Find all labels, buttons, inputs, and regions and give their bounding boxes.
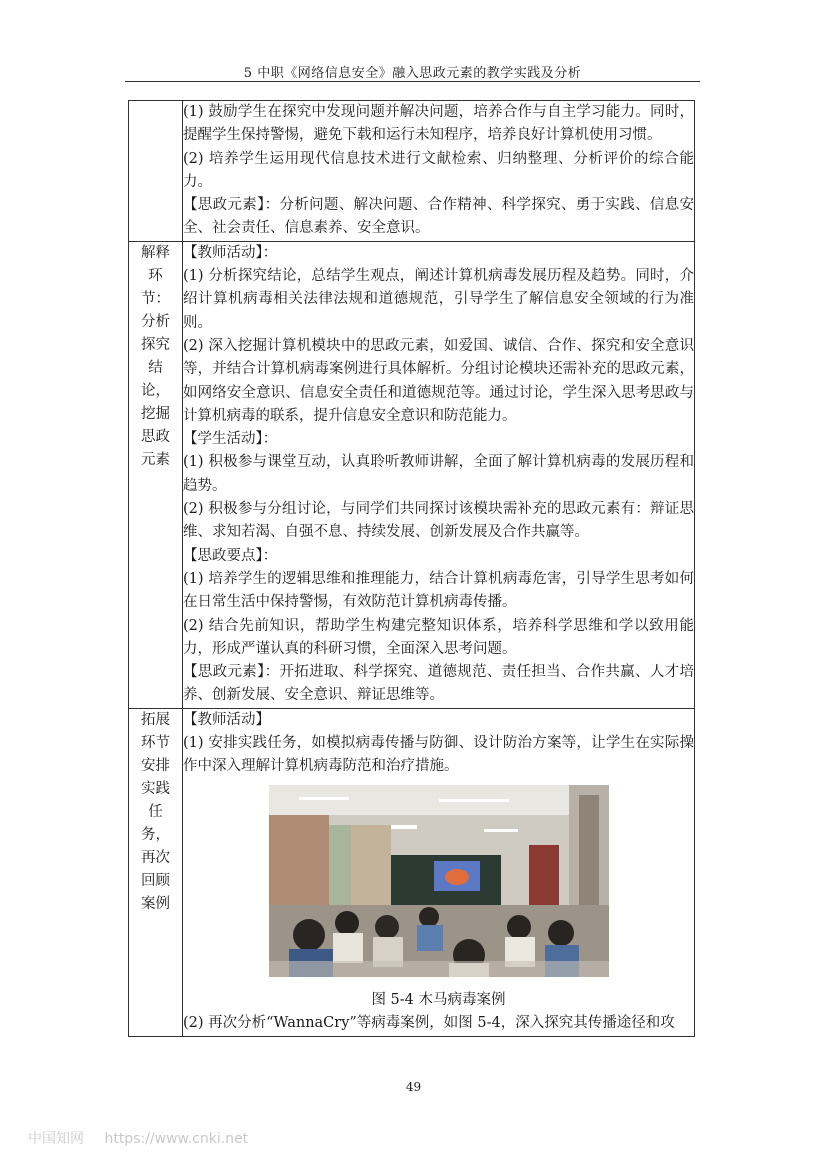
paragraph: (1) 积极参与课堂互动，认真聆听教师讲解，全面了解计算机病毒的发展历程和趋势。 <box>183 454 694 494</box>
figure <box>183 785 694 985</box>
header-rule <box>125 81 700 82</box>
row-label <box>129 708 183 1036</box>
watermark <box>28 1128 248 1148</box>
row-label <box>129 101 183 242</box>
table-row <box>129 101 695 242</box>
section-heading: 【思政要点】： <box>183 547 278 564</box>
classroom-photo <box>269 785 609 977</box>
paragraph: (2) 积极参与分组讨论，与同学们共同探讨该模块需补充的思政元素有：辩证思维、求知若渴、自强不息、持续发展、创新发展及合作共赢等。 <box>183 501 694 541</box>
watermark-url: https://www.cnki.net <box>104 1131 249 1147</box>
row-label-text: 解释环节：分析探究结论，挖掘思政元素 <box>141 244 170 468</box>
row-label-text: 拓展环节安排实践任务，再次回顾案例 <box>141 711 170 912</box>
table-row <box>129 708 695 1036</box>
paragraph: (1) 鼓励学生在探究中发现问题并解决问题，培养合作与自主学习能力。同时，提醒学生保持警惕，避免下载和运行未知程序，培养良好计算机使用习惯。 <box>183 104 694 144</box>
section-heading: 【学生活动】： <box>183 431 278 448</box>
row-content <box>183 708 695 1036</box>
paragraph: 【思政元素】：分析问题、解决问题、合作精神、科学探究、勇于实践、信息安全、社会责任、信息素养、安全意识。 <box>183 197 694 237</box>
lesson-table <box>128 100 695 1037</box>
page-number: 49 <box>405 1080 422 1094</box>
table-row <box>129 241 695 708</box>
paragraph: (1) 安排实践任务，如模拟病毒传播与防御、设计防治方案等，让学生在实际操作中深入理解计算机病毒防范和治疗措施。 <box>183 735 694 775</box>
section-heading: 【教师活动】 <box>183 711 270 728</box>
row-label <box>129 241 183 708</box>
paragraph: (2) 深入挖掘计算机模块中的思政元素，如爱国、诚信、合作、探究和安全意识等，并结合计算机病毒案例进行具体解析。分组讨论模块还需补充的思政元素，如网络安全意识、信息安全责任和道德规范等。通过讨论，学生深入思考思政与计算机病毒的联系，提升信息安全意识和防范能力。 <box>183 337 694 424</box>
row-content <box>183 101 695 242</box>
running-header: 5 中职《网络信息安全》融入思政元素的教学实践及分析 <box>243 66 582 81</box>
paragraph: (1) 培养学生的逻辑思维和推理能力，结合计算机病毒危害，引导学生思考如何在日常生活中保持警惕，有效防范计算机病毒传播。 <box>183 570 694 611</box>
paragraph: 【思政元素】：开拓进取、科学探究、道德规范、责任担当、合作共赢、人才培养、创新发展、安全意识、辩证思维等。 <box>183 664 694 704</box>
row-content <box>183 241 695 708</box>
paragraph: (1) 分析探究结论，总结学生观点，阐述计算机病毒发展历程及趋势。同时，介绍计算机病毒相关法律法规和道德规范，引导学生了解信息安全领域的行为准则。 <box>183 268 694 331</box>
paragraph: (2) 再次分析“WannaCry”等病毒案例，如图 5-4，深入探究其传播途径和攻 <box>183 1015 675 1032</box>
figure-caption: 图 5-4 木马病毒案例 <box>371 991 506 1008</box>
paragraph: (2) 结合先前知识，帮助学生构建完整知识体系，培养科学思维和学以致用能力，形成严谨认真的科研习惯，全面深入思考问题。 <box>183 617 694 657</box>
section-heading: 【教师活动】： <box>183 244 278 261</box>
paragraph: (2) 培养学生运用现代信息技术进行文献检索、归纳整理、分析评价的综合能力。 <box>183 150 694 190</box>
watermark-brand: 中国知网 <box>28 1131 84 1147</box>
